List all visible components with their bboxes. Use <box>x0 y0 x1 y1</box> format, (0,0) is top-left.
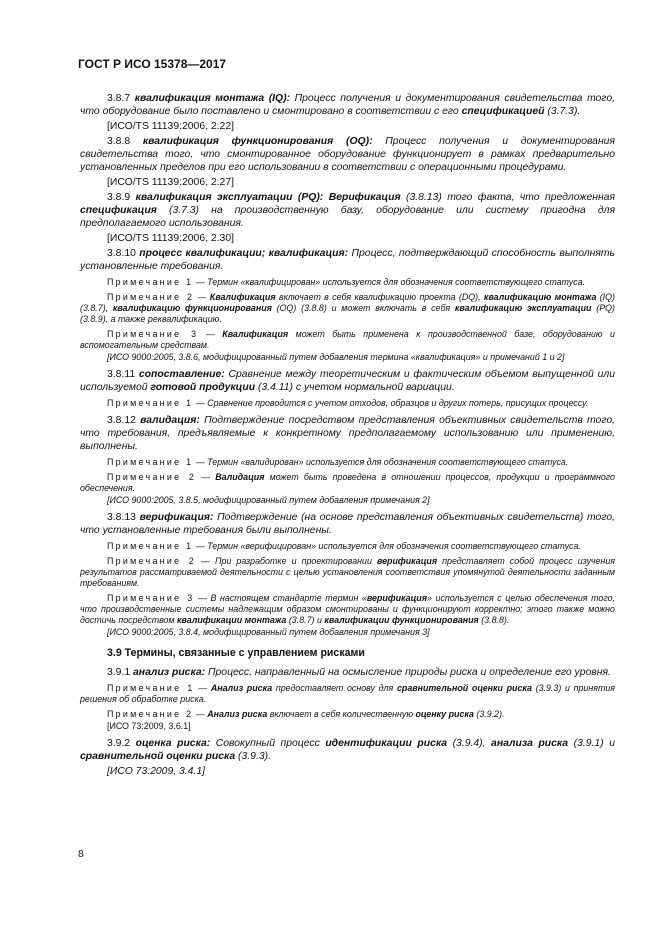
note: Примечание 1 — Термин «верифицирован» используется для обозначения соответствующего статуса. <box>107 541 581 551</box>
document-body <box>80 92 615 780</box>
note: Примечание 2 — Валидация может быть проведена в отношении процессов, продукции и программного обеспечения. <box>80 472 615 493</box>
term-3-8-11: 3.8.11 сопоставление: Сравнение между теоретическим и фактическим объемом выпущенной или используемой готовой продукции (3.4.11) с учетом нормальной вариации. <box>80 369 615 393</box>
note: Примечание 3 — В настоящем стандарте термин «верификация» используется с целью обеспечения того, что производственные системы надлежащим образом смонтированы и функционируют корректно; этого также можно достичь посредством квалификации монтажа (3.8.7) и квалификации функционирования (3.8.8). <box>80 593 615 625</box>
page-number: 8 <box>78 848 84 860</box>
reference: [ИСО 9000:2005, 3.8.6, модифицированный путем добавления термина «квалификация» и примечаний 1 и 2] <box>107 352 565 362</box>
term-3-9-2: 3.9.2 оценка риска: Совокупный процесс идентификации риска (3.9.4), анализа риска (3.9.1) и сравнительной оценки риска (3.9.3). <box>80 738 615 762</box>
reference: [ИСО 9000:2005, 3.8.5, модифицированный путем добавления примечания 2] <box>107 495 430 505</box>
section-title: 3.9 Термины, связанные с управлением рисками <box>107 647 365 659</box>
note: Примечание 2 — При разработке и проектировании верификация представляет собой процесс изучения результатов рассматриваемой деятельности с целью установления соответствия упомянутой деятельности заданным требованиям. <box>80 556 615 588</box>
term-3-9-1: 3.9.1 анализ риска: Процесс, направленный на осмысление природы риска и определение его уровня. <box>107 667 611 678</box>
term-3-8-10: 3.8.10 процесс квалификации; квалификация: Процесс, подтверждающий способность выполнять установленные требования. <box>80 248 615 272</box>
reference: [ИСО/TS 11139:2006, 2.30] <box>107 233 234 244</box>
reference: [ИСО 9000:2005, 3.8.4, модифицированный путем добавления примечания 3] <box>107 627 430 637</box>
term-3-8-13: 3.8.13 верификация: Подтверждение (на основе представления объективных свидетельств) того, что установленные требования были выполнены. <box>80 512 616 536</box>
note: Примечание 1 — Термин «квалифицирован» используется для обозначения соответствующего статуса. <box>107 277 586 287</box>
note: Примечание 2 — Анализ риска включает в себя количественную оценку риска (3.9.2). <box>107 709 505 719</box>
note: Примечание 3 — Квалификация может быть применена к производственной базе, оборудованию и вспомогательным средствам. <box>80 329 615 350</box>
reference: [ИСО/TS 11139:2006, 2.27] <box>107 177 234 188</box>
term-3-8-8: 3.8.8 квалификация функционирования (OQ): Процесс получения и документирования свидетельства того, что смонтированное оборудование функционирует в рамках предварительно установленных пределов при его использовании в соответствии с операционными процедурами. <box>80 136 616 173</box>
note: Примечание 1 — Сравнение проводится с учетом отходов, образцов и других потерь, присущих процессу. <box>107 398 589 408</box>
document-header: ГОСТ Р ИСО 15378—2017 <box>78 57 227 71</box>
note: Примечание 2 — Квалификация включает в себя квалификацию проекта (DQ), квалификацию монтажа (IQ) (3.8.7), квалификацию функционирования (OQ) (3.8.8) и может включать в себя квалификацию эксплуатации (PQ) (3.8.9), а также реквалификацию. <box>80 292 615 324</box>
term-3-8-9: 3.8.9 квалификация эксплуатации (PQ): Верификация (3.8.13) того факта, что предложенная спецификация (3.7.3) на производственную базу, оборудование или систему пригодна для предполагаемого использования. <box>80 192 616 229</box>
note: Примечание 1 — Анализ риска предоставляет основу для сравнительной оценки риска (3.9.3) и принятия решения об обработке риска. <box>80 683 616 704</box>
reference: [ИСО 73:2009, 3.4.1] <box>107 766 206 777</box>
term-3-8-12: 3.8.12 валидация: Подтверждение посредством представления объективных свидетельств того, что требования, предъявляемые к конкретному предполагаемому использованию или применению, выполнены. <box>80 415 616 452</box>
term-3-8-7: 3.8.7 квалификация монтажа (IQ): Процесс получения и документирования свидетельства того, что оборудование было поставлено и смонтировано в соответствии с его спецификацией (3.7.3). <box>80 93 615 117</box>
reference: [ИСО 73:2009, 3.6.1] <box>107 721 191 731</box>
note: Примечание 1 — Термин «валидирован» используется для обозначения соответствующего статуса. <box>107 457 569 467</box>
reference: [ИСО/TS 11139:2006, 2.22] <box>107 121 234 132</box>
